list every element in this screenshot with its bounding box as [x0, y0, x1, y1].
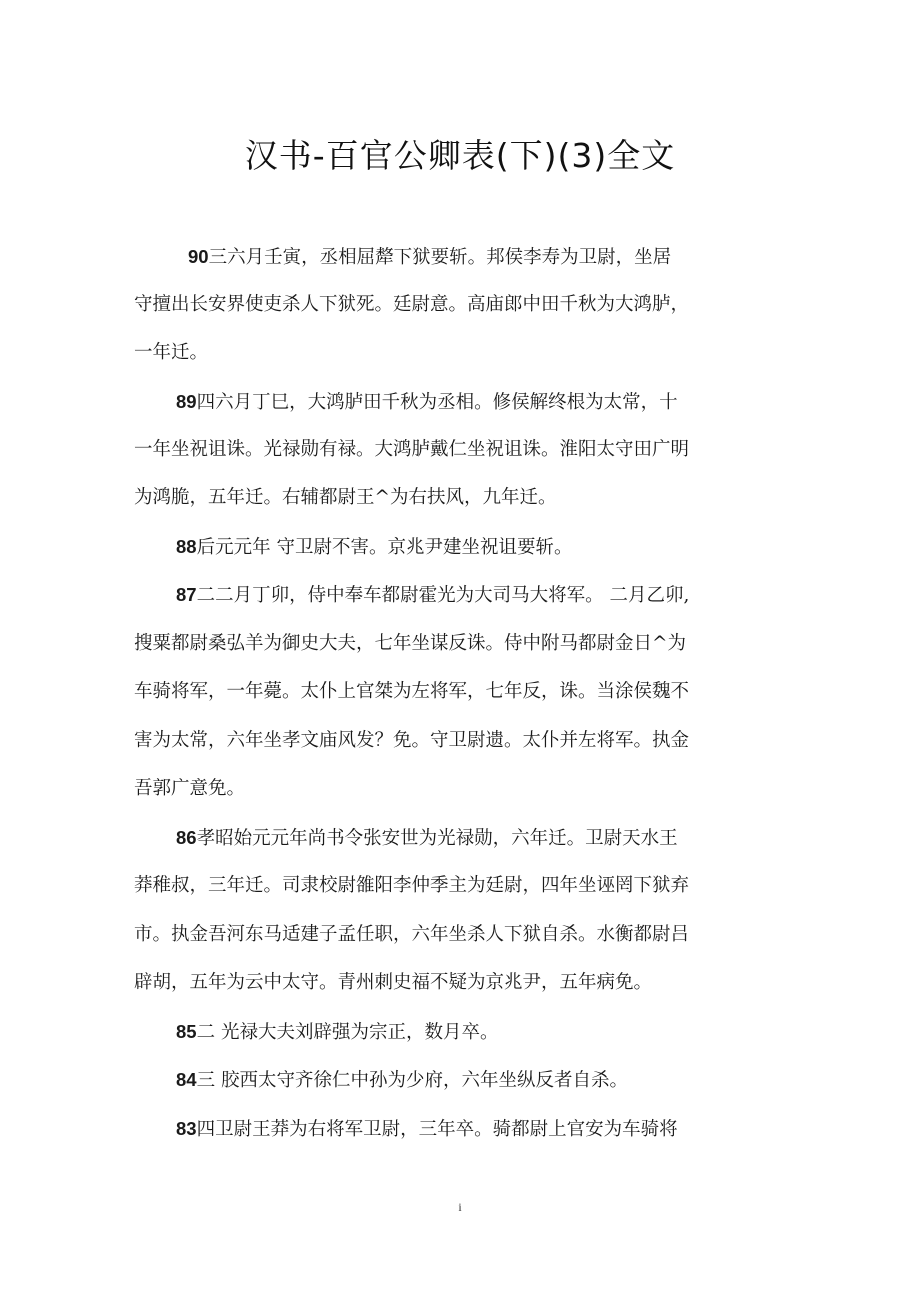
line-text: 市。执金吾河东马适建子孟任职，六年坐杀人下狱自杀。水衡都尉吕 [134, 924, 690, 945]
text-line [176, 1117, 678, 1142]
text-line [176, 1020, 498, 1045]
year-number: 84 [176, 1069, 197, 1090]
text-line [134, 438, 689, 462]
line-text: 三六月壬寅，丞相屈犛下狱要斩。邦侯李寿为卫尉，坐居 [208, 247, 672, 268]
line-text: 一年迁。 [134, 342, 209, 363]
text-line [134, 486, 557, 510]
year-number: 85 [176, 1021, 197, 1042]
line-text: 守擅出长安界使吏杀人下狱死。廷尉意。高庙郎中田千秋为大鸿胪， [134, 294, 690, 315]
text-line [134, 777, 245, 801]
line-text: 二二月丁卯，侍中奉车都尉霍光为大司马大将军。 二月乙卯, [196, 585, 690, 606]
year-number: 88 [176, 536, 197, 557]
text-line [188, 245, 671, 270]
line-text: 二 光禄大夫刘辟强为宗正，数月卒。 [196, 1022, 499, 1043]
line-text: 三 胶西太守齐徐仁中孙为少府，六年坐纵反者自杀。 [196, 1070, 628, 1091]
year-number: 86 [176, 827, 197, 848]
text-line [176, 1068, 628, 1093]
text-line [134, 729, 689, 753]
line-text: 车骑将军，一年薨。太仆上官桀为左将军，七年反，诛。当涂侯魏不 [134, 681, 690, 702]
line-text: 一年坐祝诅诛。光禄勋有禄。大鸿胪戴仁坐祝诅诛。淮阳太守田广明 [134, 439, 690, 460]
line-text: 莽稚叔，三年迁。司隶校尉雒阳李仲季主为廷尉，四年坐诬罔下狱弃 [134, 875, 690, 896]
line-text: 辟胡，五年为云中太守。青州刺史福不疑为京兆尹，五年病免。 [134, 972, 653, 993]
text-line [176, 390, 678, 415]
text-line [176, 826, 678, 851]
year-number: 87 [176, 584, 197, 605]
line-text: 孝昭始元元年尚书令张安世为光禄勋，六年迁。卫尉天水王 [196, 828, 678, 849]
text-line [134, 923, 689, 947]
text-line [176, 535, 572, 560]
line-text: 为鸿脆，五年迁。右辅都尉王^为右扶风，九年迁。 [134, 487, 557, 508]
page-number: i [458, 1200, 462, 1214]
line-text: 四卫尉王莽为右将军卫尉，三年卒。骑都尉上官安为车骑将 [196, 1119, 678, 1140]
line-text: 后元元年 守卫尉不害。京兆尹建坐祝诅要斩。 [196, 537, 573, 558]
line-text: 四六月丁巳，大鸿胪田千秋为丞相。修侯解终根为太常，十 [196, 392, 678, 413]
year-number: 83 [176, 1118, 197, 1139]
text-line [134, 971, 652, 995]
line-text: 吾郭广意免。 [134, 778, 246, 799]
text-line [134, 632, 686, 656]
text-line [176, 583, 689, 608]
page-title: 汉书-百官公卿表(下)(3)全文 [244, 136, 676, 175]
year-number: 90 [188, 246, 209, 267]
line-text: 搜粟都尉桑弘羊为御史大夫，七年坐谋反诛。侍中附马都尉金日^为 [134, 633, 687, 654]
text-line [134, 680, 689, 704]
text-line [134, 293, 689, 317]
line-text: 害为太常，六年坐孝文庙风发？免。守卫尉遗。太仆并左将军。执金 [134, 730, 690, 751]
text-line [134, 341, 208, 365]
text-line [134, 874, 689, 898]
year-number: 89 [176, 391, 197, 412]
